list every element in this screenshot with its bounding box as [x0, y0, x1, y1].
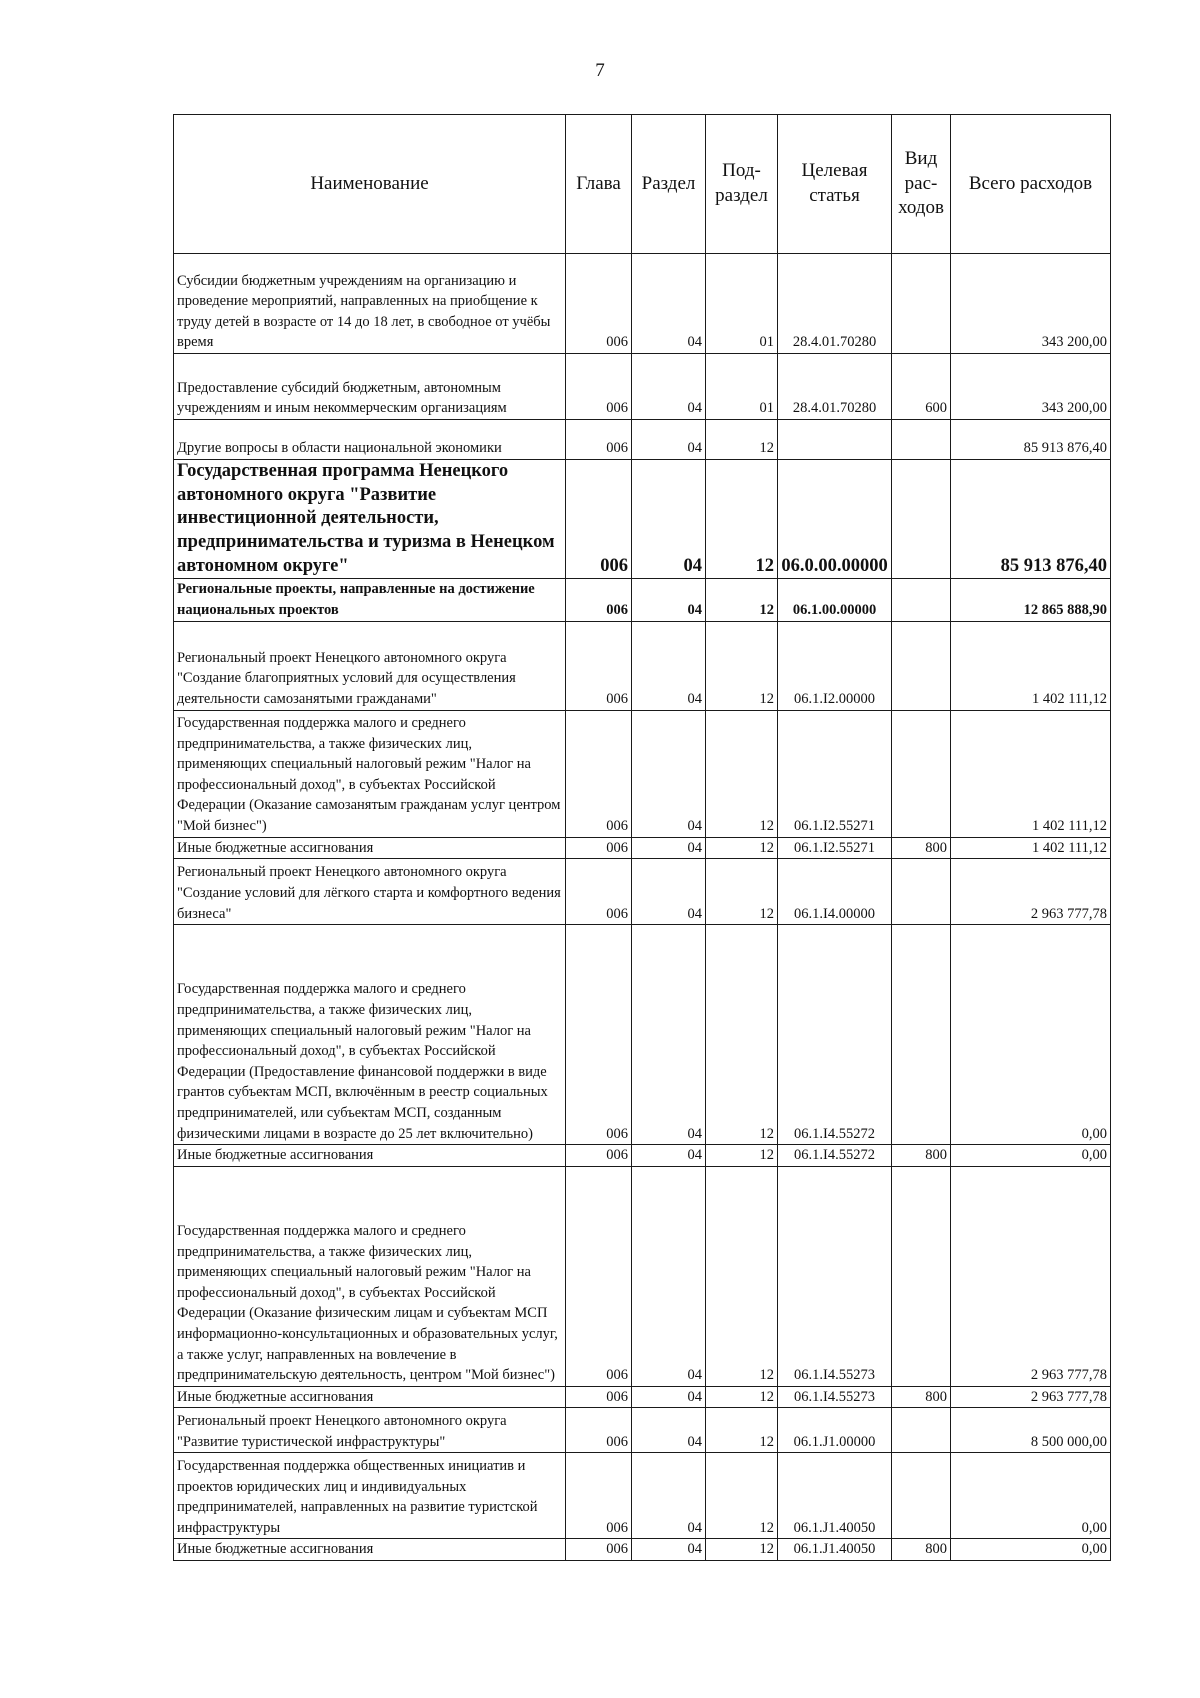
row-podrazdel: 01: [706, 354, 778, 420]
header-podrazdel-line2: раздел: [715, 185, 768, 206]
table-row: [174, 579, 1111, 621]
row-vid: [892, 710, 951, 837]
row-total: 85 913 876,40: [951, 460, 1111, 579]
header-target-line2: статья: [809, 185, 860, 206]
row-glava: 006: [566, 837, 632, 859]
row-target: 06.1.I2.55271: [778, 837, 892, 859]
row-podrazdel: 12: [706, 1145, 778, 1167]
row-total: 8 500 000,00: [951, 1408, 1111, 1453]
row-glava: 006: [566, 925, 632, 1145]
table-header-row: [174, 115, 1111, 254]
row-glava: 006: [566, 859, 632, 925]
header-name: Наименование: [174, 115, 566, 254]
table-row: [174, 837, 1111, 859]
row-vid: [892, 859, 951, 925]
page-number: 7: [595, 60, 605, 81]
row-total: 12 865 888,90: [951, 579, 1111, 621]
table-row: [174, 1386, 1111, 1408]
row-glava: 006: [566, 1145, 632, 1167]
row-total: 0,00: [951, 1145, 1111, 1167]
row-name: Государственная поддержка общественных инициатив и проектов юридических лиц и индивидуальных предпринимателей, направленных на развитие туристской инфраструктуры: [174, 1453, 566, 1539]
row-total: 343 200,00: [951, 354, 1111, 420]
row-target: 06.1.I2.55271: [778, 710, 892, 837]
table-row: [174, 1539, 1111, 1561]
table-row: [174, 420, 1111, 460]
header-vid-line1: Вид: [904, 147, 938, 169]
header-podrazdel: [706, 115, 778, 254]
row-total: 0,00: [951, 1453, 1111, 1539]
row-vid: [892, 579, 951, 621]
row-razdel: 04: [632, 1453, 706, 1539]
row-total: 1 402 111,12: [951, 621, 1111, 710]
row-razdel: 04: [632, 354, 706, 420]
header-total: Всего расходов: [951, 115, 1111, 254]
row-target: 06.1.00.00000: [778, 579, 892, 621]
row-total: 1 402 111,12: [951, 837, 1111, 859]
row-vid: 800: [892, 1386, 951, 1408]
header-glava: Глава: [566, 115, 632, 254]
row-glava: 006: [566, 1408, 632, 1453]
row-razdel: 04: [632, 1166, 706, 1386]
row-target: 28.4.01.70280: [778, 254, 892, 354]
row-name: Региональный проект Ненецкого автономного округа "Создание благоприятных условий для осуществления деятельности самозанятыми гражданами": [174, 621, 566, 710]
row-razdel: 04: [632, 1539, 706, 1561]
header-vid-line3: ходов: [898, 197, 944, 219]
row-name: Государственная программа Ненецкого автономного округа "Развитие инвестиционной деятельности, предпринимательства и туризма в Ненецком автономном округе": [174, 460, 566, 579]
budget-table: [173, 114, 1111, 1561]
row-podrazdel: 01: [706, 254, 778, 354]
row-glava: 006: [566, 254, 632, 354]
row-podrazdel: 12: [706, 837, 778, 859]
row-target: 06.1.I4.55272: [778, 925, 892, 1145]
row-name: Региональный проект Ненецкого автономного округа "Создание условий для лёгкого старта и комфортного ведения бизнеса": [174, 859, 566, 925]
row-vid: 600: [892, 354, 951, 420]
row-glava: 006: [566, 710, 632, 837]
row-target: 06.0.00.00000: [778, 460, 892, 579]
row-name: Региональный проект Ненецкого автономного округа "Развитие туристической инфраструктуры": [174, 1408, 566, 1453]
table-row: [174, 1166, 1111, 1386]
row-razdel: 04: [632, 579, 706, 621]
table-row: [174, 354, 1111, 420]
row-name: Государственная поддержка малого и среднего предпринимательства, а также физических лиц, применяющих специальный налоговый режим "Налог на профессиональный доход", в субъектах Российской Федерации (Оказание физическим лицам и субъектам МСП информационно-консультационных и образовательных услуг, а также услуг, направленных на вовлечение в предпринимательскую деятельность, центром "Мой бизнес"): [174, 1166, 566, 1386]
row-glava: 006: [566, 579, 632, 621]
row-glava: 006: [566, 1386, 632, 1408]
row-vid: [892, 925, 951, 1145]
row-glava: 006: [566, 460, 632, 579]
table-row: [174, 1453, 1111, 1539]
row-name: Иные бюджетные ассигнования: [174, 1386, 566, 1408]
row-total: 85 913 876,40: [951, 420, 1111, 460]
row-target: 28.4.01.70280: [778, 354, 892, 420]
table-row: [174, 859, 1111, 925]
row-target: 06.1.J1.00000: [778, 1408, 892, 1453]
row-name: Государственная поддержка малого и среднего предпринимательства, а также физических лиц, применяющих специальный налоговый режим "Налог на профессиональный доход", в субъектах Российской Федерации (Оказание самозанятым гражданам услуг центром "Мой бизнес"): [174, 710, 566, 837]
row-name: Иные бюджетные ассигнования: [174, 1539, 566, 1561]
row-razdel: 04: [632, 837, 706, 859]
row-razdel: 04: [632, 1145, 706, 1167]
row-podrazdel: 12: [706, 420, 778, 460]
row-podrazdel: 12: [706, 859, 778, 925]
row-vid: [892, 460, 951, 579]
row-glava: 006: [566, 1166, 632, 1386]
row-razdel: 04: [632, 1386, 706, 1408]
row-razdel: 04: [632, 859, 706, 925]
row-vid: [892, 621, 951, 710]
header-vid: [892, 115, 951, 254]
row-podrazdel: 12: [706, 1539, 778, 1561]
row-total: 1 402 111,12: [951, 710, 1111, 837]
row-podrazdel: 12: [706, 1408, 778, 1453]
row-vid: 800: [892, 837, 951, 859]
row-name: Государственная поддержка малого и среднего предпринимательства, а также физических лиц, применяющих специальный налоговый режим "Налог на профессиональный доход", в субъектах Российской Федерации (Предоставление финансовой поддержки в виде грантов субъектам МСП, включённым в реестр социальных предпринимателей, или субъектам МСП, созданным физическими лицами в возрасте до 25 лет включительно): [174, 925, 566, 1145]
row-name: Субсидии бюджетным учреждениям на организацию и проведение мероприятий, направленных на приобщение к труду детей в возрасте от 14 до 18 лет, в свободное от учёбы время: [174, 254, 566, 354]
row-razdel: 04: [632, 1408, 706, 1453]
row-vid: [892, 1166, 951, 1386]
row-target: 06.1.J1.40050: [778, 1539, 892, 1561]
table-row: [174, 1408, 1111, 1453]
row-target: 06.1.I4.55272: [778, 1145, 892, 1167]
row-razdel: 04: [632, 621, 706, 710]
row-target: 06.1.J1.40050: [778, 1453, 892, 1539]
row-vid: [892, 420, 951, 460]
row-target: 06.1.I4.00000: [778, 859, 892, 925]
header-vid-line2: рас-: [904, 172, 938, 194]
table-row: [174, 710, 1111, 837]
row-name: Другие вопросы в области национальной экономики: [174, 420, 566, 460]
row-target: [778, 420, 892, 460]
row-glava: 006: [566, 420, 632, 460]
header-podrazdel-line1: Под-: [722, 160, 761, 182]
table-row: [174, 925, 1111, 1145]
row-podrazdel: 12: [706, 1453, 778, 1539]
row-razdel: 04: [632, 925, 706, 1145]
row-total: 343 200,00: [951, 254, 1111, 354]
row-vid: 800: [892, 1145, 951, 1167]
row-podrazdel: 12: [706, 925, 778, 1145]
row-vid: [892, 1408, 951, 1453]
row-vid: 800: [892, 1539, 951, 1561]
row-podrazdel: 12: [706, 1386, 778, 1408]
table-row: [174, 254, 1111, 354]
row-podrazdel: 12: [706, 460, 778, 579]
row-name: Иные бюджетные ассигнования: [174, 837, 566, 859]
row-razdel: 04: [632, 710, 706, 837]
table-row: [174, 460, 1111, 579]
row-razdel: 04: [632, 460, 706, 579]
row-podrazdel: 12: [706, 579, 778, 621]
row-razdel: 04: [632, 420, 706, 460]
header-target: [778, 115, 892, 254]
row-target: 06.1.I2.00000: [778, 621, 892, 710]
row-total: 2 963 777,78: [951, 1166, 1111, 1386]
row-glava: 006: [566, 354, 632, 420]
table-row: [174, 1145, 1111, 1167]
row-vid: [892, 1453, 951, 1539]
row-total: 2 963 777,78: [951, 1386, 1111, 1408]
row-name: Региональные проекты, направленные на достижение национальных проектов: [174, 579, 566, 621]
row-vid: [892, 254, 951, 354]
row-podrazdel: 12: [706, 1166, 778, 1386]
header-target-line1: Целевая: [801, 160, 868, 182]
row-glava: 006: [566, 621, 632, 710]
row-glava: 006: [566, 1539, 632, 1561]
row-name: Иные бюджетные ассигнования: [174, 1145, 566, 1167]
row-podrazdel: 12: [706, 621, 778, 710]
row-total: 0,00: [951, 1539, 1111, 1561]
row-glava: 006: [566, 1453, 632, 1539]
row-target: 06.1.I4.55273: [778, 1386, 892, 1408]
row-target: 06.1.I4.55273: [778, 1166, 892, 1386]
row-name: Предоставление субсидий бюджетным, автономным учреждениям и иным некоммерческим организациям: [174, 354, 566, 420]
row-total: 0,00: [951, 925, 1111, 1145]
row-total: 2 963 777,78: [951, 859, 1111, 925]
budget-table-container: [173, 114, 1110, 1561]
row-podrazdel: 12: [706, 710, 778, 837]
header-razdel: Раздел: [632, 115, 706, 254]
table-row: [174, 621, 1111, 710]
row-razdel: 04: [632, 254, 706, 354]
